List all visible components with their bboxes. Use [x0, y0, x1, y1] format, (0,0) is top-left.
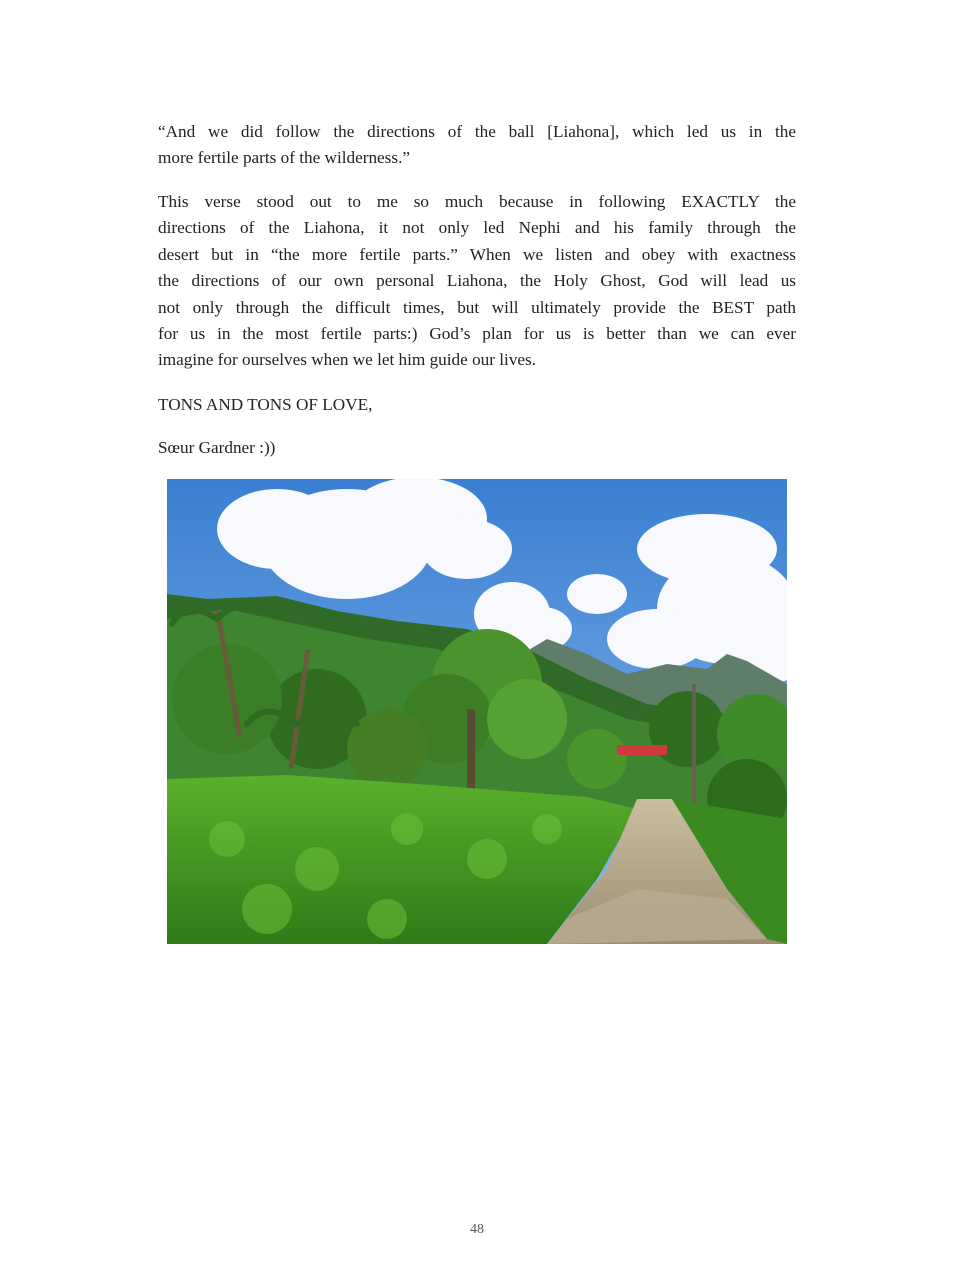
scripture-quote [158, 119, 796, 172]
body-paragraph [158, 189, 796, 374]
paragraph-line: This verse stood out to me so much because in following EXACTLY the [158, 192, 796, 211]
landscape-photo [167, 479, 787, 944]
paragraph-line: for us in the most fertile parts:) God’s plan for us is better than we can ever [158, 324, 796, 344]
page-number: 48 [470, 1222, 484, 1237]
paragraph-line: directions of the Liahona, it not only led Nephi and his family through the [158, 218, 796, 238]
paragraph-line: imagine for ourselves when we let him guide our lives. [158, 350, 537, 370]
quote-line: “And we did follow the directions of the ball [Liahona], which led us in the [158, 122, 796, 141]
paragraph-line: desert but in “the more fertile parts.” When we listen and obey with exactness [158, 244, 796, 264]
closing-line: TONS AND TONS OF LOVE, [158, 395, 373, 414]
paragraph-line: not only through the difficult times, but will ultimately provide the BEST path [158, 297, 796, 317]
red-roof [617, 745, 667, 755]
paragraph-line: the directions of our own personal Liahona, the Holy Ghost, God will lead us [158, 271, 796, 291]
signature: Sœur Gardner :)) [158, 438, 276, 457]
quote-line: more fertile parts of the wilderness.” [158, 148, 410, 168]
